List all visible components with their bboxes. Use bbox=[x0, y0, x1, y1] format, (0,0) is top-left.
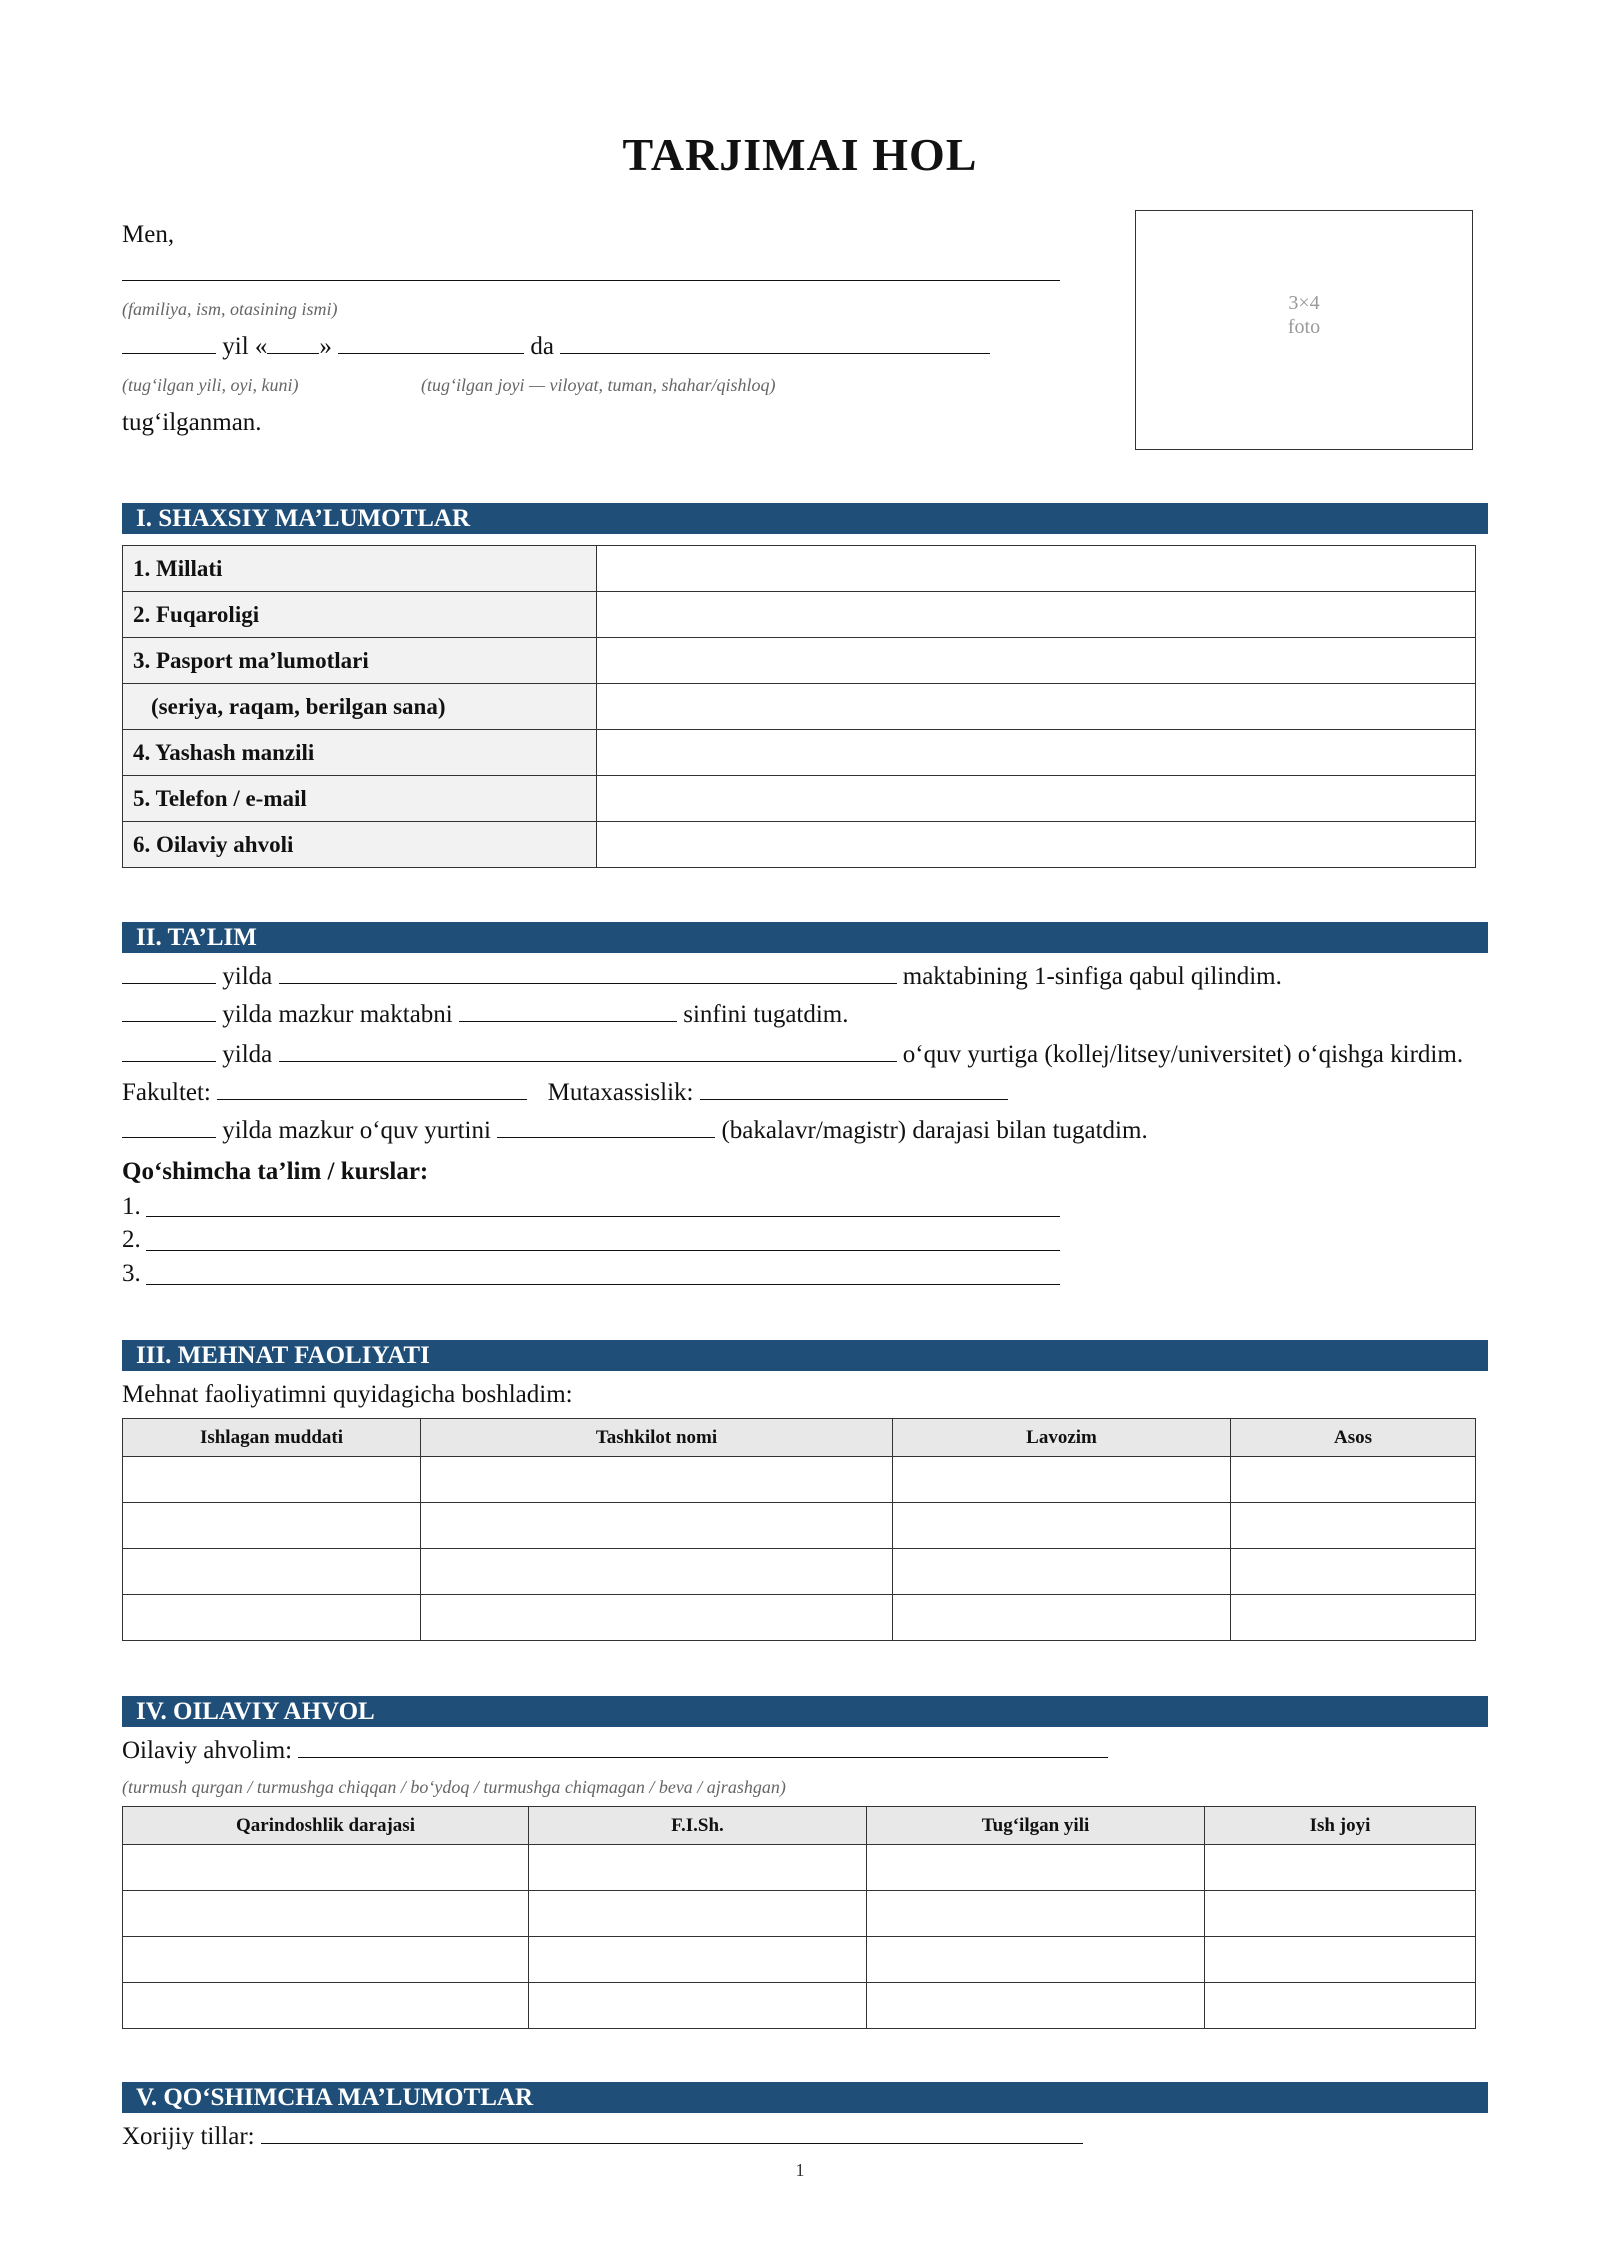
table-cell[interactable] bbox=[1231, 1457, 1476, 1503]
row-label: 5. Telefon / e-mail bbox=[123, 776, 597, 822]
specialty-label: Mutaxassislik: bbox=[547, 1079, 694, 1106]
column-header: Ishlagan muddati bbox=[123, 1419, 421, 1457]
row-label: (seriya, raqam, berilgan sana) bbox=[123, 684, 597, 730]
birth-guillemet-close: » bbox=[319, 333, 332, 360]
family-status-label: Oilaviy ahvolim: bbox=[122, 1737, 293, 1764]
extra-item-3-field[interactable] bbox=[146, 1284, 1060, 1285]
edu-line-3-a: yilda bbox=[222, 1041, 273, 1068]
table-cell[interactable] bbox=[123, 1503, 421, 1549]
edu-line-3-b: o‘quv yurtiga (kollej/litsey/universitet) o‘qishga kirdim. bbox=[902, 1041, 1464, 1068]
table-row bbox=[123, 1549, 1476, 1595]
table-cell[interactable] bbox=[123, 1549, 421, 1595]
table-cell[interactable] bbox=[123, 1845, 529, 1891]
photo-box[interactable] bbox=[1135, 210, 1473, 450]
table-cell[interactable] bbox=[421, 1595, 893, 1641]
birth-place-hint: (tug‘ilgan joyi — viloyat, tuman, shahar/qishloq) bbox=[421, 375, 776, 395]
higher-start-year-field[interactable] bbox=[122, 1040, 216, 1062]
section-heading-additional: V. QO‘SHIMCHA MA’LUMOTLAR bbox=[122, 2082, 1488, 2113]
nationality-field[interactable] bbox=[597, 546, 1476, 592]
table-cell[interactable] bbox=[529, 1937, 867, 1983]
table-header-row bbox=[123, 1807, 1476, 1845]
table-row bbox=[123, 1937, 1476, 1983]
table-cell[interactable] bbox=[421, 1549, 893, 1595]
table-cell[interactable] bbox=[1205, 1845, 1476, 1891]
table-row bbox=[123, 1457, 1476, 1503]
column-header: Ish joyi bbox=[1205, 1807, 1476, 1845]
table-cell[interactable] bbox=[123, 1595, 421, 1641]
relatives-table bbox=[122, 1806, 1476, 2029]
table-cell[interactable] bbox=[867, 1983, 1205, 2029]
column-header: Tashkilot nomi bbox=[421, 1419, 893, 1457]
birth-place-field[interactable] bbox=[560, 332, 990, 354]
table-cell[interactable] bbox=[421, 1503, 893, 1549]
table-cell[interactable] bbox=[867, 1845, 1205, 1891]
table-cell[interactable] bbox=[123, 1983, 529, 2029]
table-row bbox=[123, 776, 1476, 822]
extra-item-2: 2. bbox=[122, 1226, 141, 1253]
table-header-row bbox=[123, 1419, 1476, 1457]
table-cell[interactable] bbox=[1231, 1503, 1476, 1549]
section-heading-personal: I. SHAXSIY MA’LUMOTLAR bbox=[122, 503, 1488, 534]
photo-foto-label: foto bbox=[1287, 316, 1321, 338]
languages-line bbox=[122, 2122, 1083, 2152]
table-row bbox=[123, 638, 1476, 684]
table-cell[interactable] bbox=[893, 1549, 1231, 1595]
column-header: F.I.Sh. bbox=[529, 1807, 867, 1845]
specialty-field[interactable] bbox=[700, 1078, 1008, 1100]
birth-year-field[interactable] bbox=[122, 332, 216, 354]
edu-line-2-b: sinfini tugatdim. bbox=[683, 1001, 849, 1028]
table-cell[interactable] bbox=[529, 1891, 867, 1937]
school-end-year-field[interactable] bbox=[122, 1000, 216, 1022]
birth-date-hint: (tug‘ilgan yili, oyi, kuni) bbox=[122, 375, 299, 395]
marital-status-field[interactable] bbox=[597, 822, 1476, 868]
languages-field[interactable] bbox=[261, 2122, 1083, 2144]
faculty-label: Fakultet: bbox=[122, 1079, 211, 1106]
section-heading-work: III. MEHNAT FAOLIYATI bbox=[122, 1340, 1488, 1371]
intro-men: Men, bbox=[122, 221, 175, 248]
edu-line-3 bbox=[122, 1040, 1463, 1070]
full-name-hint: (familiya, ism, otasining ismi) bbox=[122, 299, 338, 319]
work-history-table bbox=[122, 1418, 1476, 1641]
birth-yil-label: yil « bbox=[222, 333, 268, 360]
row-label: 2. Fuqaroligi bbox=[123, 592, 597, 638]
table-cell[interactable] bbox=[529, 1845, 867, 1891]
address-field[interactable] bbox=[597, 730, 1476, 776]
birth-da-label: da bbox=[530, 333, 555, 360]
institution-name-field[interactable] bbox=[279, 1040, 897, 1062]
table-cell[interactable] bbox=[867, 1891, 1205, 1937]
column-header: Asos bbox=[1231, 1419, 1476, 1457]
table-cell[interactable] bbox=[421, 1457, 893, 1503]
column-header: Lavozim bbox=[893, 1419, 1231, 1457]
edu-line-5-b: (bakalavr/magistr) darajasi bilan tugatdim. bbox=[721, 1117, 1148, 1144]
passport-details-field[interactable] bbox=[597, 684, 1476, 730]
table-row bbox=[123, 1503, 1476, 1549]
extra-education-heading: Qo‘shimcha ta’lim / kurslar: bbox=[122, 1158, 429, 1185]
birth-day-field[interactable] bbox=[267, 332, 319, 354]
graduation-year-field[interactable] bbox=[122, 1116, 216, 1138]
table-cell[interactable] bbox=[529, 1983, 867, 2029]
row-label: 3. Pasport ma’lumotlari bbox=[123, 638, 597, 684]
school-start-year-field[interactable] bbox=[122, 962, 216, 984]
section-heading-education: II. TA’LIM bbox=[122, 922, 1488, 953]
edu-line-1-a: yilda bbox=[222, 963, 273, 990]
edu-line-1 bbox=[122, 962, 1282, 992]
table-cell[interactable] bbox=[1231, 1595, 1476, 1641]
phone-email-field[interactable] bbox=[597, 776, 1476, 822]
table-row bbox=[123, 730, 1476, 776]
table-row bbox=[123, 1891, 1476, 1937]
work-intro: Mehnat faoliyatimni quyidagicha boshladim: bbox=[122, 1381, 573, 1408]
extra-item-1: 1. bbox=[122, 1193, 141, 1220]
born-text: tug‘ilganman. bbox=[122, 409, 262, 436]
section-heading-family: IV. OILAVIY AHVOL bbox=[122, 1696, 1488, 1727]
row-label: 6. Oilaviy ahvoli bbox=[123, 822, 597, 868]
table-cell[interactable] bbox=[1205, 1937, 1476, 1983]
table-cell[interactable] bbox=[893, 1595, 1231, 1641]
languages-label: Xorijiy tillar: bbox=[122, 2123, 255, 2150]
column-header: Tug‘ilgan yili bbox=[867, 1807, 1205, 1845]
table-cell[interactable] bbox=[123, 1937, 529, 1983]
page-title: TARJIMAI HOL bbox=[622, 129, 978, 180]
birth-month-field[interactable] bbox=[338, 332, 524, 354]
school-name-field[interactable] bbox=[279, 962, 897, 984]
edu-line-2-a: yilda mazkur maktabni bbox=[222, 1001, 453, 1028]
table-row bbox=[123, 1983, 1476, 2029]
family-status-line bbox=[122, 1736, 1108, 1766]
family-status-hint: (turmush qurgan / turmushga chiqqan / bo‘ydoq / turmushga chiqmagan / beva / ajrashgan) bbox=[122, 1777, 786, 1797]
family-status-field[interactable] bbox=[298, 1736, 1108, 1758]
column-header: Qarindoshlik darajasi bbox=[123, 1807, 529, 1845]
birth-line bbox=[122, 332, 990, 362]
edu-line-4 bbox=[122, 1078, 1008, 1108]
extra-item-2-field[interactable] bbox=[146, 1250, 1060, 1251]
table-cell[interactable] bbox=[867, 1937, 1205, 1983]
table-row bbox=[123, 1845, 1476, 1891]
personal-info-table bbox=[122, 545, 1476, 868]
table-row bbox=[123, 684, 1476, 730]
edu-line-2 bbox=[122, 1000, 849, 1030]
degree-field[interactable] bbox=[497, 1116, 715, 1138]
edu-line-5-a: yilda mazkur o‘quv yurtini bbox=[222, 1117, 491, 1144]
table-cell[interactable] bbox=[893, 1503, 1231, 1549]
table-cell[interactable] bbox=[123, 1891, 529, 1937]
photo-size-label: 3×4 bbox=[1288, 292, 1320, 314]
faculty-field[interactable] bbox=[217, 1078, 527, 1100]
table-cell[interactable] bbox=[1205, 1891, 1476, 1937]
extra-item-3: 3. bbox=[122, 1260, 141, 1287]
full-name-field[interactable] bbox=[122, 280, 1060, 281]
table-cell[interactable] bbox=[893, 1457, 1231, 1503]
page-number: 1 bbox=[795, 2160, 805, 2180]
table-row bbox=[123, 546, 1476, 592]
school-grade-field[interactable] bbox=[459, 1000, 677, 1022]
table-cell[interactable] bbox=[1231, 1549, 1476, 1595]
citizenship-field[interactable] bbox=[597, 592, 1476, 638]
photo-label bbox=[1136, 291, 1472, 339]
row-label: 4. Yashash manzili bbox=[123, 730, 597, 776]
extra-item-1-field[interactable] bbox=[146, 1216, 1060, 1217]
table-row bbox=[123, 592, 1476, 638]
edu-line-1-b: maktabining 1-sinfiga qabul qilindim. bbox=[902, 963, 1282, 990]
row-label: 1. Millati bbox=[123, 546, 597, 592]
table-row bbox=[123, 822, 1476, 868]
passport-field[interactable] bbox=[597, 638, 1476, 684]
table-row bbox=[123, 1595, 1476, 1641]
table-cell[interactable] bbox=[123, 1457, 421, 1503]
table-cell[interactable] bbox=[1205, 1983, 1476, 2029]
edu-line-5 bbox=[122, 1116, 1148, 1146]
